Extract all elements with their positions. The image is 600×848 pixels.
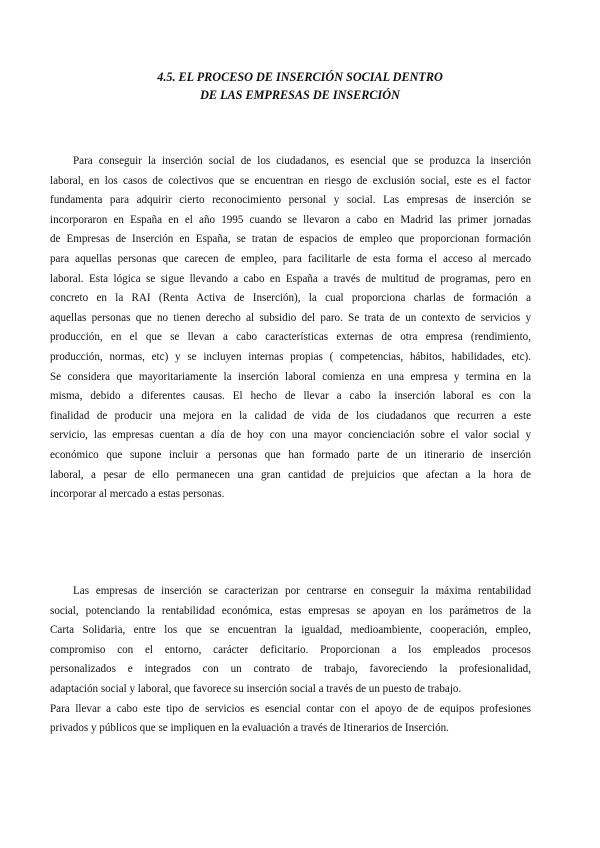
section-heading-line: 4.5. EL PROCESO DE INSERCIÓN SOCIAL DENTRO — [157, 70, 443, 84]
text-line: finalidad de producir una mejora en la calidad de vida de los ciudadanos que recurren a este — [50, 409, 531, 422]
text-line: Para llevar a cabo este tipo de servicios es esencial contar con el apoyo de de equipos profesiones — [50, 702, 531, 715]
text-line: aquellas personas que no tienen derecho al subsidio del paro. Se trata de un contexto de servicios y — [50, 311, 531, 324]
text-line: servicio, las empresas cuentan a día de hoy con una mayor concienciación sobre el valor social y — [50, 429, 531, 442]
text-line: producción, en el que se llevan a cabo características externas de otra empresa (rendimiento, — [50, 331, 531, 344]
text-line: Para conseguir la inserción social de los ciudadanos, es esencial que se produzca la inserción — [73, 155, 531, 167]
text-line: laboral, a pesar de ello permanecen una gran cantidad de prejuicios que afectan a la hora de — [50, 468, 531, 481]
text-line: compromiso con el entorno, carácter deficitario. Proporcionan a los empleados procesos — [50, 643, 531, 656]
text-line: fundamenta para adquirir cierto reconocimiento personal y social. Las empresas de inserción se — [50, 194, 531, 207]
text-line: Se considera que mayoritariamente la inserción laboral comienza en una empresa y termina en la — [50, 370, 531, 383]
section-heading — [80, 68, 520, 104]
section-heading-line: DE LAS EMPRESAS DE INSERCIÓN — [200, 88, 400, 102]
text-line: privados y públicos que se impliquen en la evaluación a través de Itinerarios de Inserción. — [50, 722, 449, 735]
text-line: económico que supone incluir a personas que han formado parte de un itinerario de inserción — [50, 448, 531, 461]
text-line: Las empresas de inserción se caracterizan por centrarse en conseguir la máxima rentabilidad — [73, 585, 531, 597]
text-line: producción, normas, etc) y se incluyen internas propias ( competencias, hábitos, habilidades, etc). — [50, 350, 531, 363]
paragraph-1 — [50, 152, 531, 505]
text-line: misma, debido a diferentes causas. El hecho de llevar a cabo la inserción laboral es con la — [50, 390, 531, 403]
text-line: laboral, en los casos de colectivos que se encuentran en riesgo de exclusión social, este es el factor — [50, 174, 531, 187]
text-line: personalizados e integrados con un contrato de trabajo, favoreciendo la profesionalidad, — [50, 663, 531, 676]
text-line: incorporar al mercado a estas personas. — [50, 488, 225, 501]
text-line: Carta Solidaria, entre los que se encuentran la igualdad, medioambiente, cooperación, empleo, — [50, 624, 531, 637]
text-line: social, potenciando la rentabilidad económica, estas empresas se apoyan en los parámetros de la — [50, 604, 531, 617]
text-line: concreto en la RAI (Renta Activa de Inserción), la cual proporciona charlas de formación a — [50, 292, 531, 305]
text-line: incorporaron en España en el año 1995 cuando se llevaron a cabo en Madrid las primer jornadas — [50, 213, 531, 226]
text-line: para aquellas personas que carecen de empleo, para facilitarle de esta forma el acceso al mercado — [50, 252, 531, 265]
text-line: de Empresas de Inserción en España, se tratan de espacios de empleo que proporcionan formación — [50, 233, 531, 246]
paragraph-2 — [50, 582, 531, 739]
text-line: adaptación social y laboral, que favorece su inserción social a través de un puesto de trabajo. — [50, 682, 462, 695]
text-line: laboral. Esta lógica se sigue llevando a cabo en España a través de multitud de programas, pero en — [50, 272, 531, 285]
